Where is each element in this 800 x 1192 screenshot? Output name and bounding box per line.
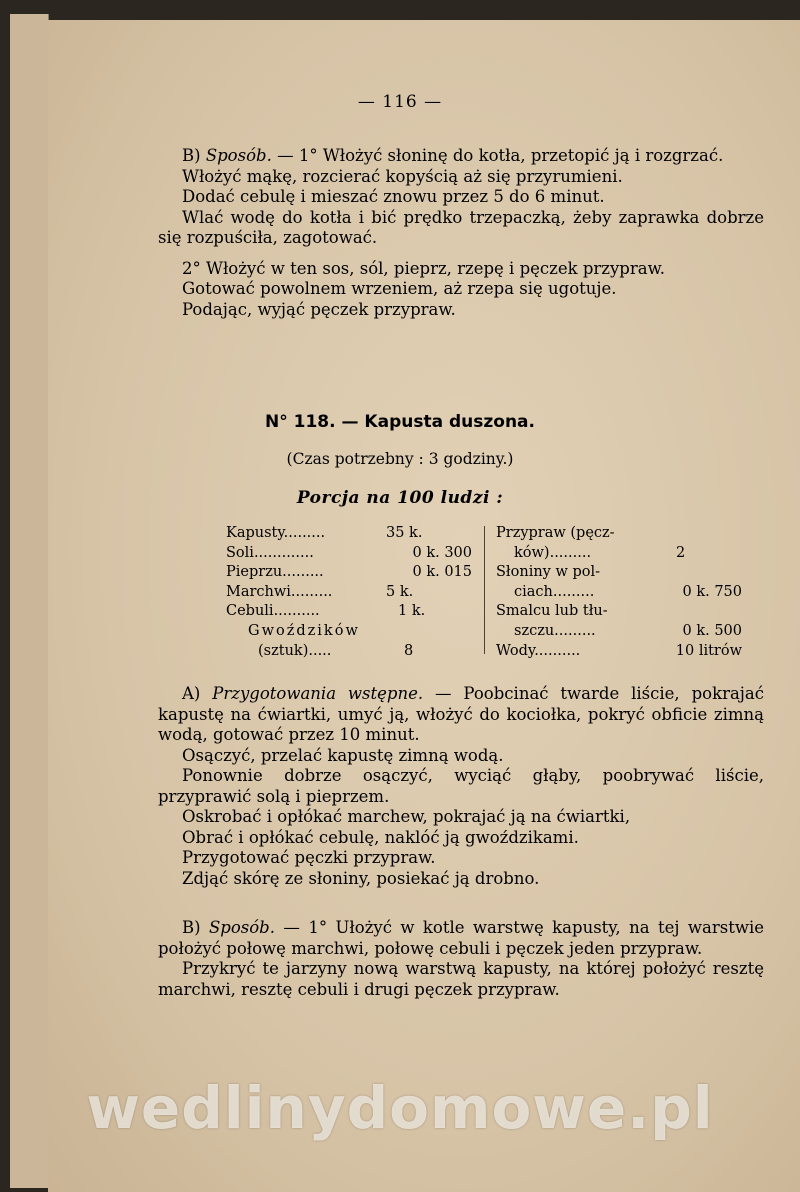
section-label: B)	[182, 918, 201, 937]
section-b-second-first: — 1° Ułożyć w kotle warstwę kapusty, na tej warstwie położyć połowę marchwi, połowę cebuli i pęczek jeden przypraw.	[158, 918, 764, 958]
ingredient-row	[226, 642, 476, 662]
ingredient-qty: 0 k. 500	[682, 622, 742, 639]
ingredient-name: ków).........	[514, 544, 592, 561]
section-a-first: — Poobcinać twarde liście, pokrajać kapustę na ćwiartki, umyć ją, włożyć do kociołka, pokryć obficie zimną wodą, gotować przez 10 minut.	[158, 684, 764, 744]
ingredients-right	[496, 524, 746, 661]
ingredient-name: Cebuli..........	[226, 603, 320, 620]
page-number: — 116 —	[357, 92, 443, 112]
ingredient-qty: 35 k.	[386, 525, 423, 541]
paragraph-line: Oskrobać i opłókać marchew, pokrajać ją na ćwiartki,	[182, 807, 631, 826]
ingredient-qty: 0 k. 015	[412, 564, 472, 581]
ingredient-qty: 10 litrów	[675, 642, 742, 659]
step1-head: — 1° Włożyć słoninę do kotła, przetopić ją i rozgrzać.	[277, 146, 724, 165]
ingredient-name: szczu.........	[514, 622, 596, 639]
recipe-portion: Porcja na 100 ludzi :	[296, 488, 504, 508]
paragraph-line: Obrać i opłókać cebulę, naklóć ją gwoździkami.	[182, 827, 579, 847]
section-b-first	[158, 146, 764, 320]
recipe-time: (Czas potrzebny : 3 godziny.)	[286, 450, 514, 468]
paragraph-line: Włożyć mąkę, rozcierać kopyścią aż się przyrumieni.	[182, 166, 623, 186]
ingredient-name: Smalcu lub tłu-	[496, 603, 608, 620]
ingredient-name: Kapusty.........	[226, 525, 326, 541]
ingredient-row	[496, 583, 746, 603]
ingredient-row	[496, 622, 746, 642]
ingredient-qty: 0 k. 300	[412, 544, 472, 561]
ingredient-row	[226, 622, 476, 642]
ingredient-name: Słoniny w pol-	[496, 564, 601, 581]
ingredient-row	[496, 602, 746, 622]
ingredient-name: Pieprzu.........	[226, 564, 324, 581]
ingredient-name: Wody..........	[496, 642, 581, 659]
paragraph-line: Podając, wyjąć pęczek przypraw.	[182, 299, 456, 319]
section-label: A)	[182, 684, 201, 703]
section-label: B)	[182, 146, 201, 165]
ingredient-qty: 5 k.	[386, 583, 414, 600]
ingredient-qty: 8	[404, 642, 414, 659]
paragraph-line: Zdjąć skórę ze słoniny, posiekać ją drobno.	[182, 868, 540, 888]
paragraph-line: Wlać wodę do kotła i bić prędko trzepaczką, żeby zaprawka dobrze się rozpuściła, zagotować.	[158, 207, 764, 247]
page-edge	[34, 14, 49, 1188]
section-label-word: Sposób.	[208, 918, 275, 937]
ingredient-name: (sztuk).....	[258, 642, 332, 659]
paragraph-line: Osączyć, przelać kapustę zimną wodą.	[182, 745, 504, 765]
ingredient-row	[226, 602, 476, 622]
section-a	[158, 684, 764, 889]
ingredient-row	[496, 642, 746, 662]
section-label-word: Przygotowania wstępne.	[212, 684, 424, 703]
ingredient-row	[496, 524, 746, 544]
ingredient-qty	[666, 563, 742, 583]
ingredient-row	[226, 563, 476, 583]
ingredient-row	[496, 544, 746, 564]
ingredients-left	[226, 524, 476, 661]
ingredient-qty: 2	[676, 544, 686, 561]
ingredient-qty: 1 k.	[398, 603, 426, 620]
ingredient-qty: 0 k. 750	[682, 583, 742, 600]
watermark: wedlinydomowe.pl	[86, 1074, 714, 1142]
paragraph-line: Dodać cebulę i mieszać znowu przez 5 do 6 minut.	[182, 187, 605, 206]
ingredient-name: ciach.........	[514, 583, 595, 600]
ingredient-row	[496, 563, 746, 583]
ingredient-qty	[666, 602, 742, 622]
ingredient-row	[226, 583, 476, 603]
ingredient-row	[226, 524, 476, 544]
paragraph-line: Ponownie dobrze osączyć, wyciąć głąby, poobrywać liście, przyprawić solą i pieprzem.	[158, 766, 764, 806]
ingredient-name: Marchwi.........	[226, 583, 333, 600]
ingredient-row	[226, 544, 476, 564]
ingredient-qty	[666, 524, 742, 544]
section-b-second	[158, 918, 764, 1000]
paragraph-line: Przykryć te jarzyny nową warstwą kapusty, na której położyć resztę marchwi, resztę cebuli i drugi pęczek przypraw.	[158, 959, 764, 999]
table-divider	[484, 526, 485, 654]
recipe-title: N° 118. — Kapusta duszona.	[265, 412, 535, 432]
section-label-word: Sposób.	[205, 146, 272, 165]
ingredient-name: Gwoździków	[248, 622, 360, 639]
step2-line: 2° Włożyć w ten sos, sól, pieprz, rzepę i pęczek przypraw.	[182, 258, 666, 278]
paragraph-line: Gotować powolnem wrzeniem, aż rzepa się ugotuje.	[182, 279, 617, 298]
ingredient-name: Soli.............	[226, 544, 314, 561]
paragraph-line: Przygotować pęczki przypraw.	[182, 848, 436, 867]
ingredient-name: Przypraw (pęcz-	[496, 525, 615, 541]
